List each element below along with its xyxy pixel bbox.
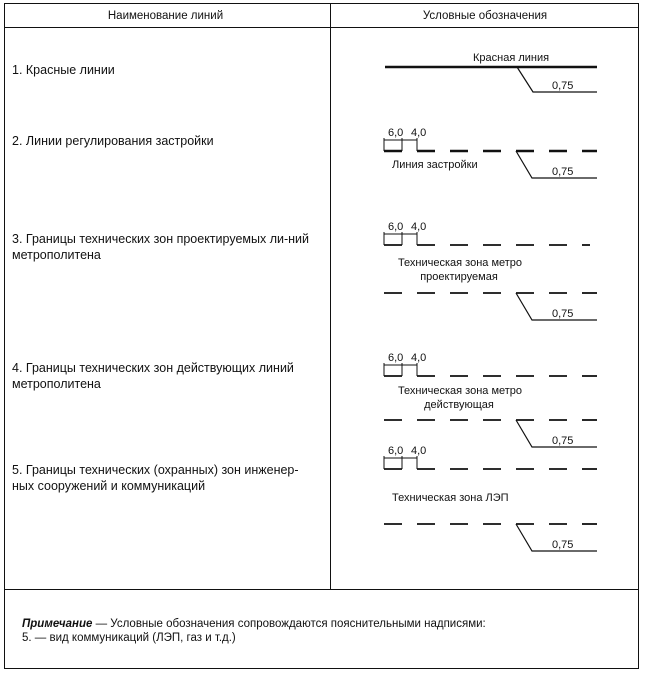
utility-dim1: 6,0 [388,445,404,457]
item-metro-planned: 3. Границы технических зон проектируемых ли-ний метрополитена [12,232,309,262]
item-metro-existing: 4. Границы технических зон действующих линий метрополитена [12,361,294,391]
metro-existing-dim1: 6,0 [388,352,404,364]
note-text: — Условные обозначения сопровождаются пояснительными надписями: [92,618,486,630]
note-title: Примечание [22,618,93,630]
red-line-caption: Красная линия [473,52,550,64]
metro-planned-caption-1: Техническая зона метро [397,257,523,269]
red-line-width: 0,75 [552,80,574,92]
metro-planned-dim2: 4,0 [411,221,427,233]
metro-planned-dim1: 6,0 [388,221,404,233]
building-line-caption: Линия застройки [392,159,478,171]
metro-existing-dim2: 4,0 [411,352,427,364]
item-building-lines: 2. Линии регулирования застройки [12,134,214,148]
header-line-names: Наименование линий [107,10,224,22]
note-block [22,617,486,645]
metro-existing-caption-1: Техническая зона метро [397,385,523,397]
metro-existing-caption-2: действующая [424,399,494,411]
utility-dim2: 4,0 [411,445,427,457]
header-symbols: Условные обозначения [422,10,548,22]
metro-planned-caption-2: проектируемая [420,271,498,283]
utility-zone-width: 0,75 [552,539,574,551]
building-dim1: 6,0 [388,127,404,139]
building-line-width: 0,75 [552,166,574,178]
metro-existing-width: 0,75 [552,435,574,447]
item-utility-zones: 5. Границы технических (охранных) зон инженер-ных сооружений и коммуникаций [12,463,299,493]
metro-planned-width: 0,75 [552,308,574,320]
item-red-lines: 1. Красные линии [12,63,115,77]
note-line-1 [22,617,486,631]
utility-zone-caption: Техническая зона ЛЭП [392,492,509,504]
building-dim2: 4,0 [411,127,427,139]
note-line-2: 5. — вид коммуникаций (ЛЭП, газ и т.д.) [22,632,236,644]
